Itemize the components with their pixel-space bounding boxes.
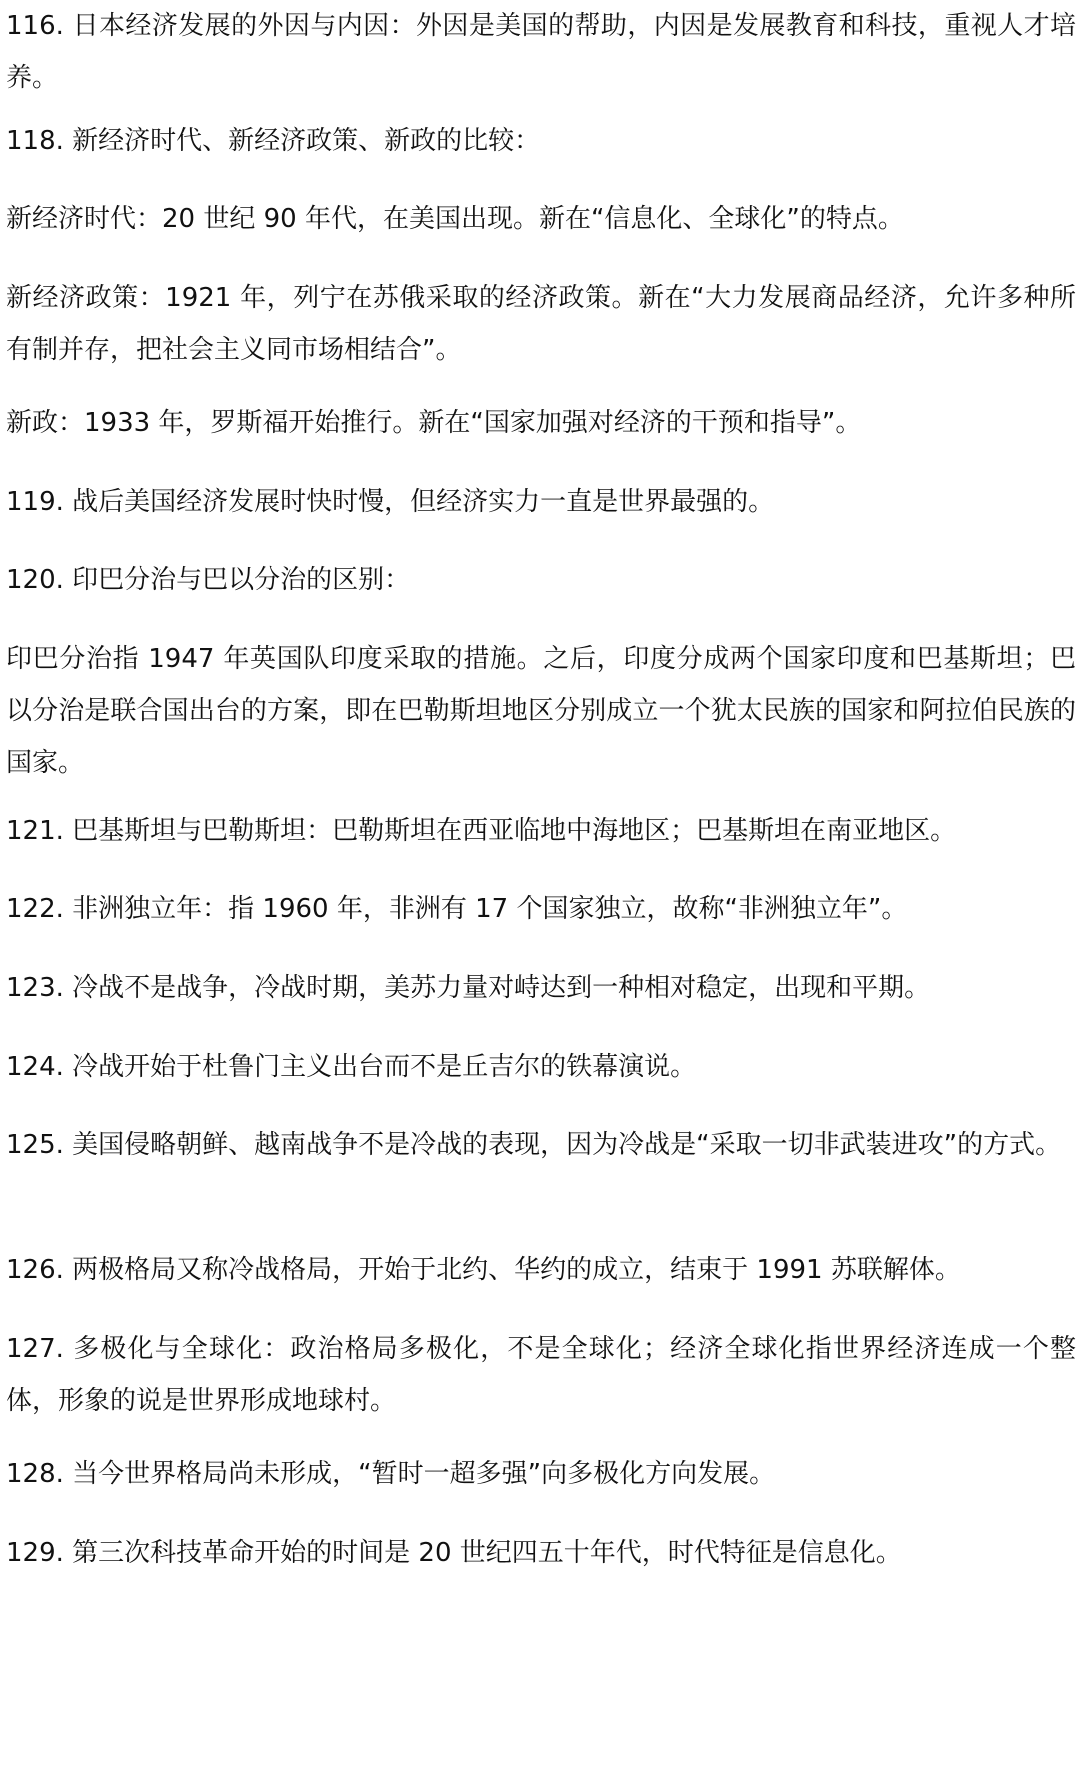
paragraph-121: 121. 巴基斯坦与巴勒斯坦：巴勒斯坦在西亚临地中海地区；巴基斯坦在南亚地区。 <box>6 816 957 846</box>
paragraph-119: 119. 战后美国经济发展时快时慢，但经济实力一直是世界最强的。 <box>6 487 775 517</box>
paragraph-123: 123. 冷战不是战争，冷战时期，美苏力量对峙达到一种相对稳定，出现和平期。 <box>6 973 931 1003</box>
paragraph-new-deal: 新政：1933 年，罗斯福开始推行。新在“国家加强对经济的干预和指导”。 <box>6 408 862 438</box>
paragraph-125: 125. 美国侵略朝鲜、越南战争不是冷战的表现，因为冷战是“采取一切非武装进攻”的方式。 <box>6 1130 1062 1160</box>
paragraph-116: 116. 日本经济发展的外因与内因：外因是美国的帮助，内因是发展教育和科技，重视人才培养。 <box>6 11 1076 93</box>
paragraph-126: 126. 两极格局又称冷战格局，开始于北约、华约的成立，结束于 1991 苏联解体。 <box>6 1255 961 1285</box>
paragraph-120-heading: 120. 印巴分治与巴以分治的区别： <box>6 565 411 595</box>
paragraph-129: 129. 第三次科技革命开始的时间是 20 世纪四五十年代，时代特征是信息化。 <box>6 1538 902 1568</box>
paragraph-128: 128. 当今世界格局尚未形成，“暂时一超多强”向多极化方向发展。 <box>6 1459 776 1489</box>
paragraph-124: 124. 冷战开始于杜鲁门主义出台而不是丘吉尔的铁幕演说。 <box>6 1052 697 1082</box>
paragraph-127: 127. 多极化与全球化：政治格局多极化，不是全球化；经济全球化指世界经济连成一个整体，形象的说是世界形成地球村。 <box>6 1334 1076 1416</box>
paragraph-122: 122. 非洲独立年：指 1960 年，非洲有 17 个国家独立，故称“非洲独立年”。 <box>6 894 908 924</box>
paragraph-new-economy-era: 新经济时代：20 世纪 90 年代，在美国出现。新在“信息化、全球化”的特点。 <box>6 204 904 234</box>
paragraph-118-heading: 118. 新经济时代、新经济政策、新政的比较： <box>6 126 541 156</box>
paragraph-partition-comparison: 印巴分治指 1947 年英国队印度采取的措施。之后，印度分成两个国家印度和巴基斯坦；巴以分治是联合国出台的方案，即在巴勒斯坦地区分别成立一个犹太民族的国家和阿拉伯民族的国家。 <box>6 644 1076 778</box>
paragraph-new-economic-policy: 新经济政策：1921 年，列宁在苏俄采取的经济政策。新在“大力发展商品经济，允许多种所有制并存，把社会主义同市场相结合”。 <box>6 283 1076 365</box>
